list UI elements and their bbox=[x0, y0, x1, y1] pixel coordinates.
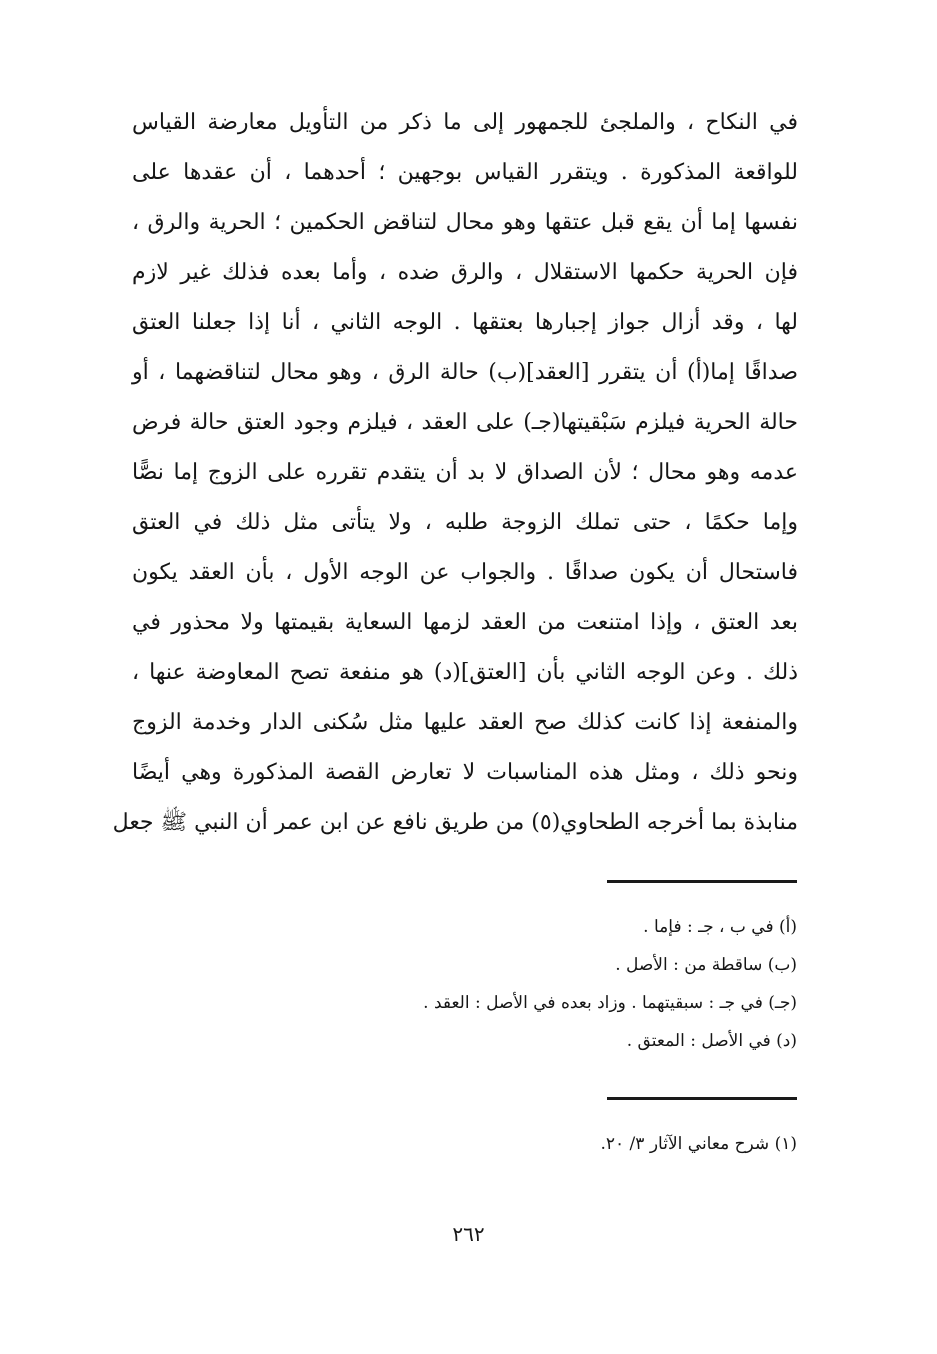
main-text bbox=[112, 98, 798, 848]
footnote-separator bbox=[607, 1097, 797, 1100]
text-line: نفسها إما أن يقع قبل عتقها وهو محال لتناقض الحكمين ؛ الحرية والرق ، bbox=[132, 210, 798, 235]
text-line: لها ، وقد أزال جواز إجبارها بعتقها . الوجه الثاني ، أنا إذا جعلنا العتق bbox=[132, 310, 798, 335]
variant-note: (أ) في ب ، جـ : فإما . bbox=[643, 917, 797, 937]
text-line: والمنفعة إذا كانت كذلك صح العقد عليها مثل سُكنى الدار وخدمة الزوج bbox=[132, 710, 798, 735]
text-line: للواقعة المذكورة . ويتقرر القياس بوجهين ؛ أحدهما ، أن عقدها على bbox=[132, 160, 798, 185]
text-line: حالة الحرية فيلزم سَبْقيتها(جـ) على العقد ، فيلزم وجود العتق حالة فرض bbox=[132, 410, 798, 435]
variant-note: (جـ) في جـ : سبقيتهما . وزاد بعده في الأصل : العقد . bbox=[423, 993, 797, 1013]
text-line: عدمه وهو محال ؛ لأن الصداق لا بد أن يتقدم تقرره على الزوج إما نصًّا bbox=[132, 460, 798, 485]
text-line: ونحو ذلك ، ومثل هذه المناسبات لا تعارض القصة المذكورة وهي أيضًا bbox=[132, 760, 798, 785]
reference-note: (١) شرح معاني الآثار ٣/ ٢٠. bbox=[600, 1134, 797, 1154]
variant-note: (د) في الأصل : المعتق . bbox=[626, 1031, 797, 1051]
footnote-separator bbox=[607, 880, 797, 883]
text-line: ذلك . وعن الوجه الثاني بأن [العتق](د) هو منفعة تصح المعاوضة عنها ، bbox=[132, 660, 798, 685]
variant-footnotes bbox=[157, 908, 797, 1060]
text-line: صداقًا إما(أ) أن يتقرر [العقد](ب) حالة الرق ، وهو محال لتناقضهما ، أو bbox=[132, 360, 798, 385]
text-line: في النكاح ، والملجئ للجمهور إلى ما ذكر من التأويل معارضة القياس bbox=[132, 110, 798, 135]
text-line: فإن الحرية حكمها الاستقلال ، والرق ضده ، وأما بعده فذلك غير لازم bbox=[132, 260, 798, 285]
reference-footnotes bbox=[157, 1125, 797, 1163]
text-line: بعد العتق ، وإذا امتنعت من العقد لزمها السعاية بقيمتها ولا محذور في bbox=[132, 610, 798, 635]
text-line: منابذة بما أخرجه الطحاوي(٥) من طريق نافع عن ابن عمر أن النبي ﷺ جعل bbox=[112, 810, 798, 835]
text-line: فاستحال أن يكون صداقًا . والجواب عن الوجه الأول ، بأن العقد يكون bbox=[132, 560, 798, 585]
text-line: وإما حكمًا ، حتى تملك الزوجة طلبه ، ولا يتأتى مثل ذلك في العتق bbox=[132, 510, 798, 535]
variant-note: (ب) ساقطة من : الأصل . bbox=[615, 955, 797, 975]
page-number: ٢٦٢ bbox=[452, 1222, 485, 1246]
